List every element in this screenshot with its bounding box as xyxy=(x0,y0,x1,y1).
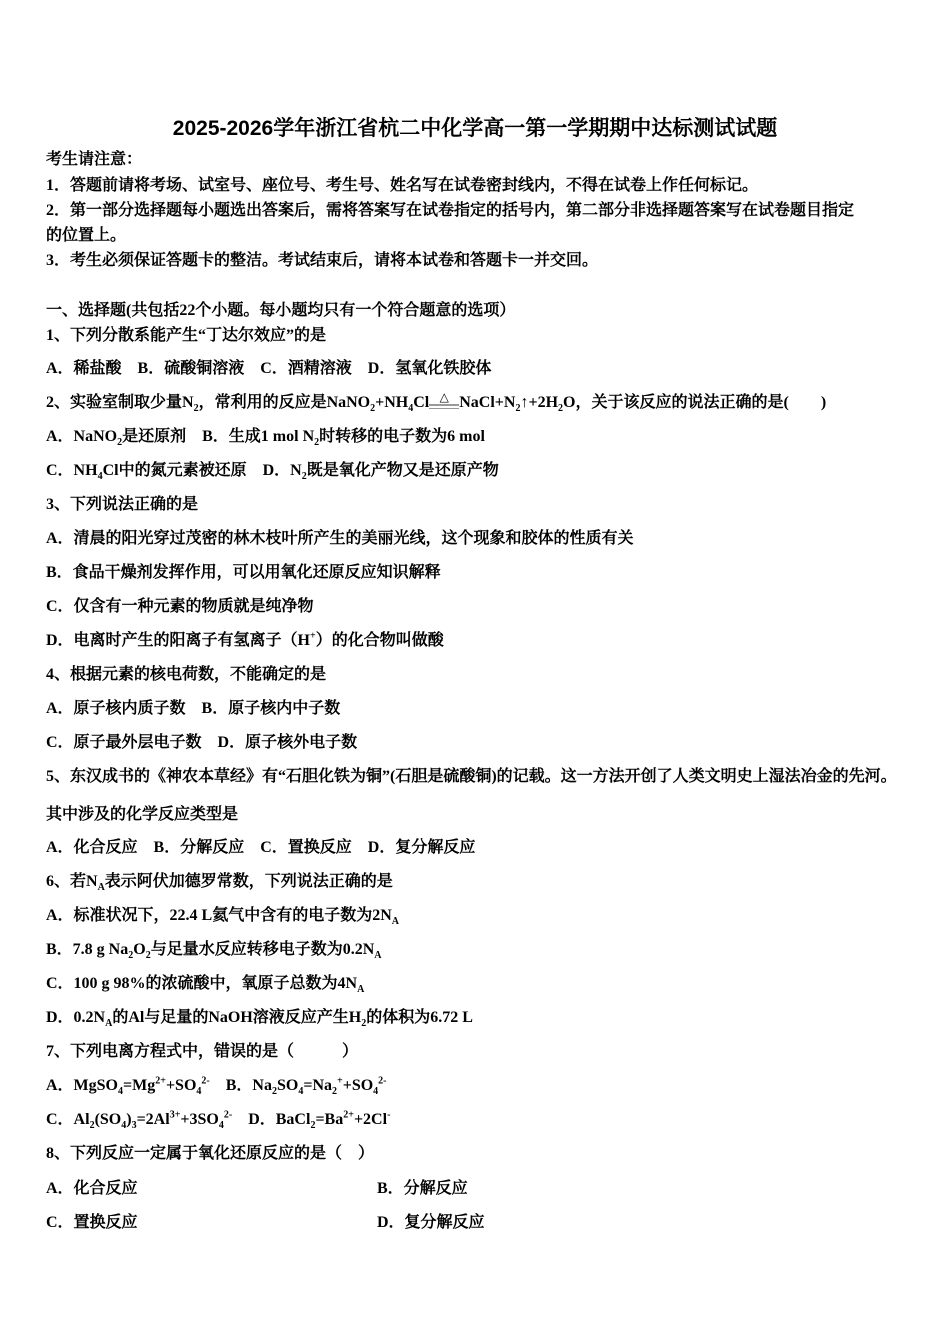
text-segment: A．MgSO xyxy=(46,1077,119,1094)
text-segment: B．食品干燥剂发挥作用，可以用氧化还原反应知识解释 xyxy=(46,564,441,581)
text-line xyxy=(46,201,854,221)
subscript: 2 xyxy=(558,403,564,415)
text-segment: +NH xyxy=(375,394,409,411)
text-segment: 2．第一部分选择题每小题选出答案后，需将答案写在试卷指定的括号内，第二部分非选择题答案写在试卷题目指定 xyxy=(46,202,855,219)
superscript: 2+ xyxy=(155,1075,166,1087)
subscript: 4 xyxy=(408,403,414,415)
subscript: 4 xyxy=(218,1120,224,1132)
subscript: 2 xyxy=(271,1086,277,1098)
superscript: 2+ xyxy=(343,1109,354,1121)
text-line xyxy=(46,176,758,196)
text-segment: C．NH xyxy=(46,462,98,479)
text-line xyxy=(46,631,444,651)
subscript: 4 xyxy=(196,1086,202,1098)
text-segment: ，常利用的反应是NaNO xyxy=(198,394,371,411)
text-segment: 3．考生必须保证答题卡的整洁。考试结束后，请将本试卷和答题卡一并交回。 xyxy=(46,252,599,269)
text-line xyxy=(46,326,326,346)
text-line xyxy=(46,529,634,549)
subscript: A xyxy=(391,916,400,928)
text-segment: A．化合反应 B．分解反应 C．置换反应 D．复分解反应 xyxy=(46,839,476,856)
text-line xyxy=(46,150,142,170)
text-segment: 的体积为6.72 L xyxy=(366,1009,473,1026)
subscript: 2 xyxy=(89,1120,95,1132)
subscript: 2 xyxy=(310,1120,316,1132)
text-segment: Cl中的氮元素被还原 D．N xyxy=(102,462,302,479)
text-segment: 1．答题前请将考场、试室号、座位号、考生号、姓名写在试卷密封线内，不得在试卷上作任何标记。 xyxy=(46,177,759,194)
subscript: A xyxy=(374,950,382,962)
text-segment: +2Cl xyxy=(353,1111,388,1128)
text-segment: A．化合反应 xyxy=(46,1180,138,1197)
option-column-2: D．复分解反应 xyxy=(377,1214,485,1231)
subscript: 2 xyxy=(314,437,320,449)
text-segment: ）的化合物叫做酸 xyxy=(315,632,444,649)
text-line xyxy=(46,665,326,685)
option-column-2: B．分解反应 xyxy=(377,1180,468,1197)
text-segment: 与足量水反应转移电子数为0.2N xyxy=(150,941,375,958)
text-segment: D．电离时产生的阳离子有氢离子（H xyxy=(46,632,311,649)
text-segment: 2、实验室制取少量N xyxy=(46,394,194,411)
text-segment: 6、若N xyxy=(46,873,98,890)
subscript: 2 xyxy=(515,403,521,415)
subscript: 4 xyxy=(373,1086,379,1098)
subscript: 3 xyxy=(131,1120,137,1132)
text-line xyxy=(46,251,598,271)
text-line xyxy=(46,906,399,926)
text-segment: A．NaNO xyxy=(46,428,118,445)
text-segment: O xyxy=(133,941,146,958)
text-line xyxy=(46,427,485,447)
text-segment: 7、下列电离方程式中，错误的是（ ） xyxy=(46,1043,359,1060)
text-segment: D．0.2N xyxy=(46,1009,106,1026)
text-line xyxy=(46,872,393,892)
subscript: 2 xyxy=(361,1018,367,1030)
text-segment: =Mg xyxy=(123,1077,156,1094)
equals-bar xyxy=(429,404,459,409)
text-segment: A．稀盐酸 B．硫酸铜溶液 C．酒精溶液 D．氢氧化铁胶体 xyxy=(46,360,492,377)
text-line xyxy=(46,301,515,321)
text-segment: 考生请注意： xyxy=(46,151,143,168)
subscript: 4 xyxy=(121,1120,127,1132)
text-segment: 3、下列说法正确的是 xyxy=(46,496,199,513)
text-segment: Cl xyxy=(413,394,430,411)
text-segment: NaCl+N xyxy=(459,394,516,411)
text-segment: 5、东汉成书的《神农本草经》有“石胆化铁为铜”(石胆是硫酸铜)的记载。这一方法开创了人类文明史上湿法冶金的先河。 xyxy=(46,768,897,785)
text-segment: C．Al xyxy=(46,1111,90,1128)
subscript: 2 xyxy=(117,437,123,449)
text-segment: C．100 g 98%的浓硫酸中，氧原子总数为4N xyxy=(46,975,358,992)
text-segment: C．原子最外层电子数 D．原子核外电子数 xyxy=(46,734,358,751)
subscript: 4 xyxy=(97,471,103,483)
text-line xyxy=(46,359,491,379)
text-line xyxy=(46,1076,387,1096)
text-segment: 1、下列分散系能产生“丁达尔效应”的是 xyxy=(46,327,327,344)
superscript: - xyxy=(387,1109,391,1121)
superscript: 2- xyxy=(201,1075,210,1087)
text-line xyxy=(46,563,441,583)
text-segment: 一、选择题(共包括22个小题。每小题均只有一个符合题意的选项） xyxy=(46,302,516,319)
text-segment: 既是氧化产物又是还原产物 xyxy=(306,462,499,479)
text-line xyxy=(46,461,499,481)
subscript: 2 xyxy=(193,403,199,415)
superscript: + xyxy=(337,1075,343,1087)
text-segment: +3SO xyxy=(180,1111,219,1128)
text-line xyxy=(46,974,364,994)
superscript: 2- xyxy=(378,1075,387,1087)
text-segment: O，关于该反应的说法正确的是( ) xyxy=(563,394,827,411)
text-segment: 时转移的电子数为6 mol xyxy=(319,428,485,445)
text-segment: B．7.8 g Na xyxy=(46,941,129,958)
subscript: 2 xyxy=(128,950,134,962)
text-line xyxy=(46,390,827,415)
subscript: 2 xyxy=(332,1086,337,1098)
text-segment: A．标准状况下，22.4 L氦气中含有的电子数为2N xyxy=(46,907,392,924)
text-segment: =Na xyxy=(303,1077,332,1094)
text-segment: =Ba xyxy=(315,1111,344,1128)
text-line xyxy=(46,226,126,246)
superscript: + xyxy=(310,630,316,642)
text-segment: 4、根据元素的核电荷数，不能确定的是 xyxy=(46,666,327,683)
superscript: 3+ xyxy=(169,1109,181,1121)
text-segment: =2Al xyxy=(136,1111,170,1128)
text-segment: C．仅含有一种元素的物质就是纯净物 xyxy=(46,598,314,615)
superscript: 2- xyxy=(223,1109,233,1121)
text-segment: C．置换反应 xyxy=(46,1214,138,1231)
delta-symbol: △ xyxy=(439,390,449,404)
text-segment: (SO xyxy=(94,1111,122,1128)
text-segment: 是还原剂 B．生成1 mol N xyxy=(122,428,315,445)
text-segment: ↑+2H xyxy=(520,394,559,411)
text-segment: 的位置上。 xyxy=(46,227,127,244)
text-line xyxy=(46,1042,358,1062)
text-line xyxy=(46,495,198,515)
text-segment: ) xyxy=(126,1111,132,1128)
text-segment: +SO xyxy=(165,1077,197,1094)
subscript: A xyxy=(97,882,105,894)
subscript: A xyxy=(105,1018,113,1030)
text-segment: D．BaCl xyxy=(232,1111,311,1128)
text-line xyxy=(46,597,314,617)
subscript: 2 xyxy=(145,950,151,962)
text-segment: A．原子核内质子数 B．原子核内中子数 xyxy=(46,700,341,717)
text-segment: 其中涉及的化学反应类型是 xyxy=(46,806,239,823)
text-line xyxy=(46,1179,468,1199)
subscript: 2 xyxy=(370,403,376,415)
document-title: 2025-2026学年浙江省杭二中化学高一第一学期期中达标测试试题 xyxy=(172,117,778,140)
text-segment: 8、下列反应一定属于氧化还原反应的是（ ） xyxy=(46,1145,375,1162)
text-segment: 的Al与足量的NaOH溶液反应产生H xyxy=(112,1009,362,1026)
text-segment: 表示阿伏加德罗常数，下列说法正确的是 xyxy=(104,873,393,890)
text-segment: SO xyxy=(276,1077,299,1094)
text-line xyxy=(46,1213,485,1233)
heating-condition-icon xyxy=(429,390,459,409)
text-line xyxy=(46,699,340,719)
text-segment: A．清晨的阳光穿过茂密的林木枝叶所产生的美丽光线，这个现象和胶体的性质有关 xyxy=(46,530,634,547)
text-line xyxy=(46,940,381,960)
text-line xyxy=(46,1144,374,1164)
text-line xyxy=(46,805,238,825)
text-line xyxy=(46,1110,390,1130)
subscript: A xyxy=(357,984,365,996)
subscript: 4 xyxy=(118,1086,124,1098)
subscript: 4 xyxy=(298,1086,304,1098)
subscript: 2 xyxy=(301,471,307,483)
text-segment: B．Na xyxy=(209,1077,272,1094)
text-line xyxy=(46,838,475,858)
text-line xyxy=(46,767,897,787)
text-line xyxy=(46,733,357,753)
text-line xyxy=(46,1008,473,1028)
text-segment: +SO xyxy=(342,1077,374,1094)
